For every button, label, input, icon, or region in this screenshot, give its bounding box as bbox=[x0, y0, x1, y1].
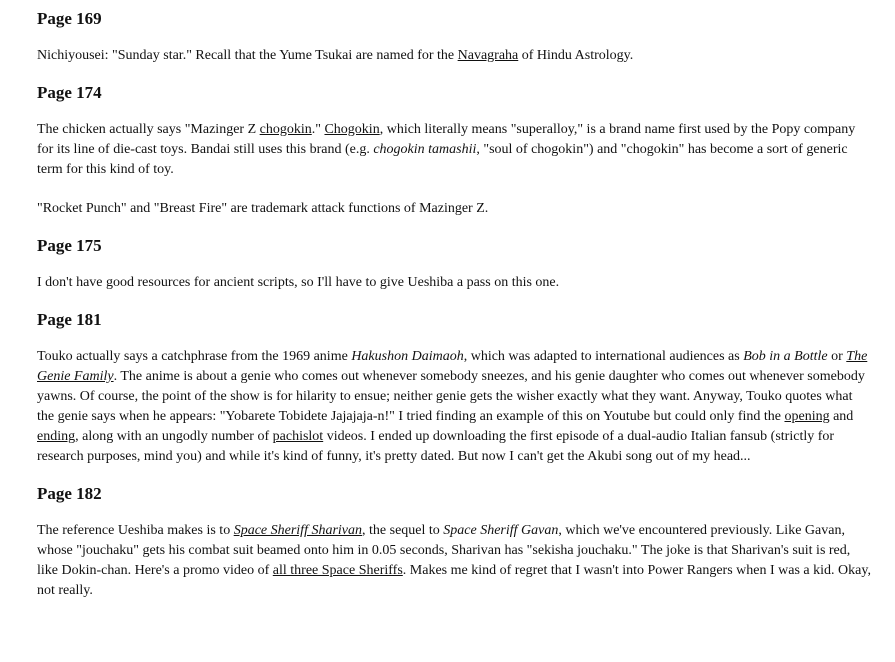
text-run: Touko actually says a catchphrase from the 1969 anime bbox=[37, 349, 352, 364]
text-run: videos. I ended up downloading the first episode of a dual-audio Italian fansub (strictly for research purposes, mind you) and while it's kind of funny, it's pretty dated. But now I can't get the Akubi song out of my head... bbox=[37, 429, 835, 464]
text-run: The chicken actually says "Mazinger Z bbox=[37, 122, 260, 137]
italic-text: Space Sheriff Gavan bbox=[443, 523, 559, 538]
paragraph bbox=[37, 347, 873, 467]
text-run: , which literally means "superalloy," is a brand name first used by the Popy company for its line of die-cast toys. Bandai still uses this brand (e.g. bbox=[37, 122, 856, 157]
text-run: , the sequel to bbox=[362, 523, 444, 538]
section-heading: Page 174 bbox=[37, 83, 102, 102]
link-chogokin[interactable]: chogokin bbox=[259, 122, 312, 137]
text-run: , which we've encountered previously. Like Gavan, whose "jouchaku" gets his combat suit beamed onto him in 0.05 seconds, Sharivan has "sekisha jouchaku." The joke is that Sharivan's suit is red, like Dokin-chan. Here's a promo video of bbox=[37, 523, 851, 578]
text-run: , along with an ungodly number of bbox=[75, 429, 273, 444]
italic-text: Hakushon Daimaoh bbox=[351, 349, 464, 364]
link-all-three-space-sheriffs[interactable]: all three Space Sheriffs bbox=[272, 563, 403, 578]
paragraph bbox=[37, 46, 873, 66]
link-navagraha[interactable]: Navagraha bbox=[457, 48, 519, 63]
text-run: Nichiyousei: "Sunday star." Recall that the Yume Tsukai are named for the bbox=[37, 48, 458, 63]
text-run: and bbox=[829, 409, 854, 424]
section-heading: Page 182 bbox=[37, 484, 102, 503]
paragraph: I don't have good resources for ancient scripts, so I'll have to give Ueshiba a pass on this one. bbox=[37, 275, 560, 290]
italic-text: chogokin tamashii bbox=[373, 142, 477, 157]
section-page-175 bbox=[37, 233, 873, 293]
section-page-169 bbox=[37, 6, 873, 66]
section-page-181 bbox=[37, 307, 873, 467]
link-space-sheriff-sharivan[interactable]: Space Sheriff Sharivan bbox=[233, 523, 363, 538]
section-heading: Page 175 bbox=[37, 236, 102, 255]
section-heading: Page 181 bbox=[37, 310, 102, 329]
text-run: . Makes me kind of regret that I wasn't into Power Rangers when I was a kid. Okay, not really. bbox=[37, 563, 871, 598]
section-page-174 bbox=[37, 80, 873, 219]
text-run: . The anime is about a genie who comes out whenever somebody sneezes, and his genie daughter who comes out whenever somebody yawns. Of course, the point of the show is for hilarity to ensue; neither genie gets the wisher exactly what they want. Anyway, Touko quotes what the genie says when he appears: "Yobarete Tobidete Jajajaja-n!" I tried finding an example of this on Youtube but could only find the bbox=[37, 369, 865, 424]
text-run: The reference Ueshiba makes is to bbox=[37, 523, 234, 538]
link-chogokin-capital[interactable]: Chogokin bbox=[324, 122, 380, 137]
link-ending[interactable]: ending bbox=[37, 429, 76, 444]
text-run: , "soul of chogokin") and "chogokin" has become a sort of generic term for this kind of toy. bbox=[37, 142, 848, 177]
section-heading: Page 169 bbox=[37, 9, 102, 28]
text-run: or bbox=[827, 349, 847, 364]
section-page-182 bbox=[37, 481, 873, 601]
link-pachislot[interactable]: pachislot bbox=[272, 429, 324, 444]
text-run: , which was adapted to international audiences as bbox=[463, 349, 744, 364]
italic-text: Bob in a Bottle bbox=[743, 349, 828, 364]
paragraph: "Rocket Punch" and "Breast Fire" are trademark attack functions of Mazinger Z. bbox=[37, 201, 489, 216]
paragraph bbox=[37, 521, 873, 601]
link-opening[interactable]: opening bbox=[784, 409, 830, 424]
paragraph bbox=[37, 120, 873, 180]
text-run: of Hindu Astrology. bbox=[518, 48, 634, 63]
text-run: ." bbox=[311, 122, 325, 137]
link-the-genie-family[interactable]: The Genie Family bbox=[37, 349, 868, 384]
